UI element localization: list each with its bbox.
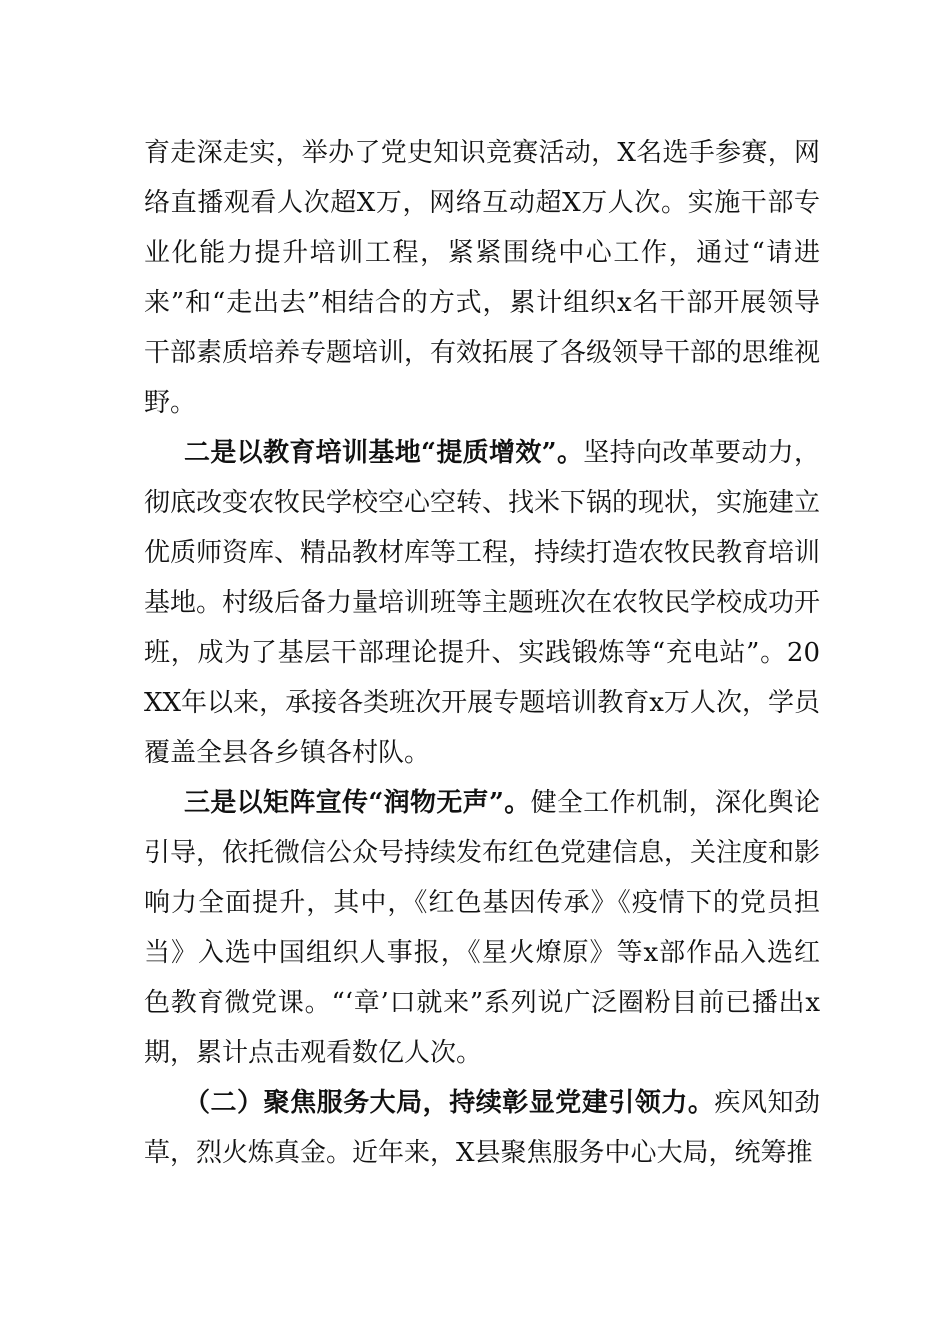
section-heading: （二）聚焦服务大局，持续彰显党建引领力。	[184, 1088, 715, 1118]
document-body	[144, 128, 820, 1178]
paragraph-section-two	[144, 1078, 820, 1178]
paragraph-matrix-publicity	[144, 778, 820, 1078]
paragraph-text: 疾风知劲草，烈火炼真金。近年来，X县聚焦服务中心大局，统筹推	[144, 1088, 820, 1168]
paragraph-heading: 三是以矩阵宣传“润物无声”。	[184, 788, 531, 818]
paragraph-text: 坚持向改革要动力，彻底改变农牧民学校空心空转、找米下锅的现状，实施建立优质师资库、精品教材库等工程，持续打造农牧民教育培训基地。村级后备力量培训班等主题班次在农牧民学校成功开班，成为了基层干部理论提升、实践锻炼等“充电站”。20XX年以来，承接各类班次开展专题培训教育x万人次，学员覆盖全县各乡镇各村队。	[144, 438, 821, 768]
paragraph-text: 育走深走实，举办了党史知识竞赛活动，X名选手参赛，网络直播观看人次超X万，网络互动超X万人次。实施干部专业化能力提升培训工程，紧紧围绕中心工作，通过“请进来”和“走出去”相结合的方式，累计组织x名干部开展领导干部素质培养专题培训，有效拓展了各级领导干部的思维视野。	[144, 138, 821, 418]
paragraph-text: 健全工作机制，深化舆论引导，依托微信公众号持续发布红色党建信息，关注度和影响力全面提升，其中，《红色基因传承》《疫情下的党员担当》入选中国组织人事报，《星火燎原》等x部作品入选红色教育微党课。“‘章’口就来”系列说广泛圈粉目前已播出x期，累计点击观看数亿人次。	[144, 788, 821, 1068]
paragraph-continuation	[144, 128, 820, 428]
paragraph-training-base	[144, 428, 820, 778]
paragraph-heading: 二是以教育培训基地“提质增效”。	[184, 438, 584, 468]
